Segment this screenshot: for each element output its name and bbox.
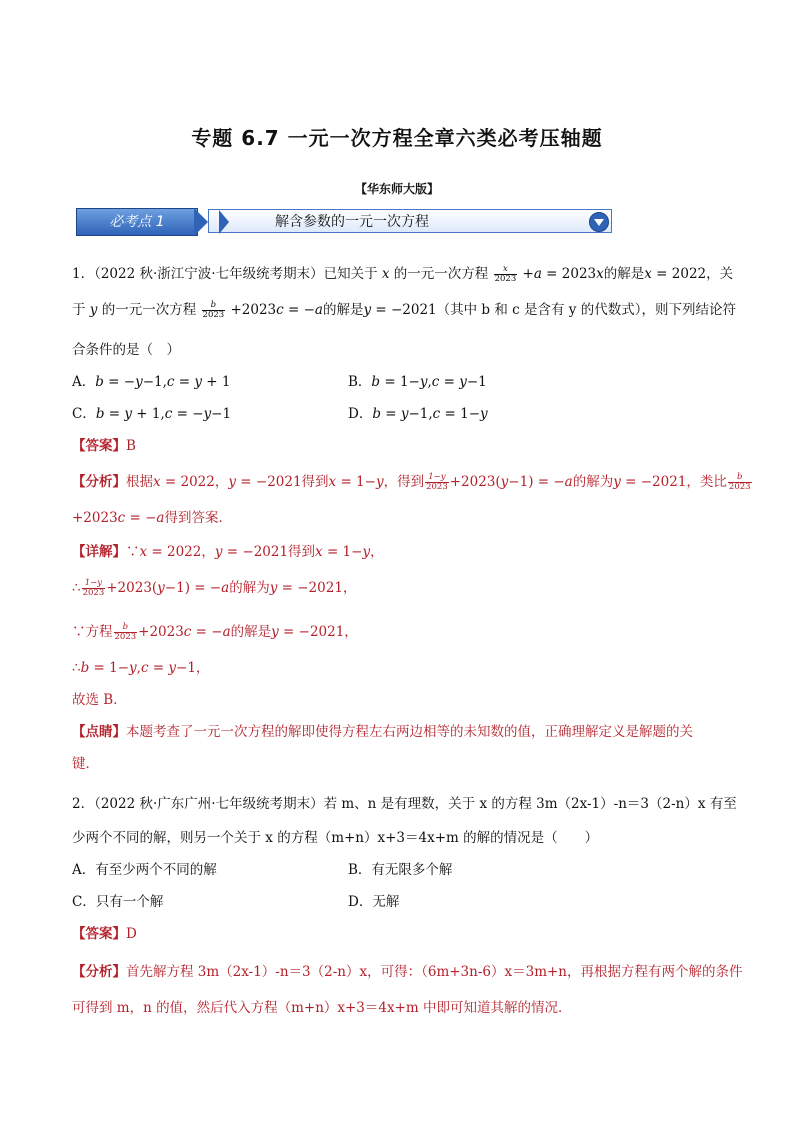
q2-option-a[interactable]: A．有至少两个不同的解 [72,862,217,878]
section-banner [76,208,614,236]
q1-line-1 [72,262,733,284]
q2-option-c[interactable]: C．只有一个解 [72,894,164,910]
q2-analysis-line-2: 可得到 m，n 的值，然后代入方程（m+n）x+3＝4x+m 中即可知道其解的情况． [72,1000,572,1016]
q2-option-d[interactable]: D．无解 [348,894,400,910]
fraction-x-2023: $\frac{x}{2023}$ [494,264,517,284]
q2-line-1: 2．（2022 秋·广东广州·七年级统考期末）若 m、n 是有理数，关于 x 的方程 3m（2x-1）-n＝3（2-n）x 有至 [72,796,737,812]
q1-option-d[interactable]: D．𝑏 = 𝑦−1,𝑐 = 1−𝑦 [348,406,488,422]
q1-option-b[interactable]: B．𝑏 = 1−𝑦,𝑐 = 𝑦−1 [348,374,487,390]
comment-tag: 【点睛】 [72,724,126,740]
q2-answer [72,922,137,942]
q2-line-2: 少两个不同的解，则另一个关于 x 的方程（m+n）x+3＝4x+m 的解的情况是（ ） [72,830,599,846]
q1-text-f: +2023𝑐 = −𝑎的解是𝑦 = −2021（其中 b 和 c 是含有 y 的代数式），则下列结论符 [230,302,736,318]
page-title: 专题 6.7 一元一次方程全章六类必考压轴题 [191,126,603,150]
q1-detail-line-5: 故选 B． [72,692,127,708]
q2-analysis-line-1: 【分析】首先解方程 3m（2x-1）-n＝3（2-n）x，可得：（6m+3n-6）x＝3m+n，再根据方程有两个解的条件 [72,964,743,980]
q1-analysis-line-1: 【分析】根据𝑥 = 2022，𝑦 = −2021得到𝑥 = 1−𝑦，得到 $\frac{1-y}{2023}$ +2023(𝑦−1) = −𝑎的解为𝑦 = −2021，类比 $\frac{b}{2023}$ [72,472,751,492]
banner-tag: 必考点 1 [76,208,198,236]
q1-detail-line-3: ∵方程 $\frac{b}{2023}$ +2023𝑐 = −𝑎的解是𝑦 = −2021， [72,622,358,642]
fraction-1-y-2023: $\frac{1-y}{2023}$ [426,472,448,492]
q1-option-a[interactable]: A．𝑏 = −𝑦−1,𝑐 = 𝑦 + 1 [72,374,231,390]
detail-tag: 【详解】 [72,544,126,560]
q1-text-c: +𝑎 = 2023𝑥的解是𝑥 = 2022，关 [522,266,734,282]
q1-comment-line-2: 键． [72,756,99,772]
chevron-down-icon[interactable] [589,212,609,232]
answer-tag-2: 【答案】 [72,926,126,942]
fraction-b-2023-detail: $\frac{b}{2023}$ [114,622,137,642]
analysis-tag: 【分析】 [72,474,126,490]
fraction-b-2023-analysis: $\frac{b}{2023}$ [728,472,751,492]
answer-value: B [126,438,136,454]
q1-text-a: 1．（2022 秋·浙江宁波·七年级统考期末）已知关于 [72,266,378,282]
answer-tag: 【答案】 [72,438,126,454]
answer-value-2: D [126,926,137,942]
q1-answer [72,434,136,454]
q1-detail-line-1: 【详解】∵𝑥 = 2022，𝑦 = −2021得到𝑥 = 1−𝑦， [72,544,384,560]
fraction-1-y-2023-detail: $\frac{1-y}{2023}$ [82,578,105,598]
q1-analysis-line-2: +2023𝑐 = −𝑎得到答案． [72,510,232,526]
analysis-tag-2: 【分析】 [72,964,126,980]
q1-line-3: 合条件的是（ ） [72,342,180,358]
q1-text-e: 的一元一次方程 [101,302,197,318]
q1-detail-line-2: ∴ $\frac{1-y}{2023}$ +2023(𝑦−1) = −𝑎的解为𝑦 = −2021， [72,578,357,598]
q2-option-b[interactable]: B．有无限多个解 [348,862,453,878]
q1-option-c[interactable]: C．𝑏 = 𝑦 + 1,𝑐 = −𝑦−1 [72,406,232,422]
q1-var-x: 𝑥 [381,266,390,282]
edition-label: 【华东师大版】 [354,182,439,196]
q1-text-b: 的一元一次方程 [393,266,489,282]
fraction-b-2023: $\frac{b}{2023}$ [202,300,225,320]
banner-topic: 解含参数的一元一次方程 [208,209,612,233]
q1-var-y: 𝑦 [89,302,98,318]
q1-text-d: 于 [72,302,86,318]
q1-comment-line-1: 【点睛】本题考查了一元一次方程的解即使得方程左右两边相等的未知数的值，正确理解定义是解题的关 [72,724,693,740]
q1-line-2 [72,298,736,320]
q1-detail-line-4: ∴𝑏 = 1−𝑦,𝑐 = 𝑦−1， [72,660,210,676]
banner-arrow-icon [194,208,208,236]
